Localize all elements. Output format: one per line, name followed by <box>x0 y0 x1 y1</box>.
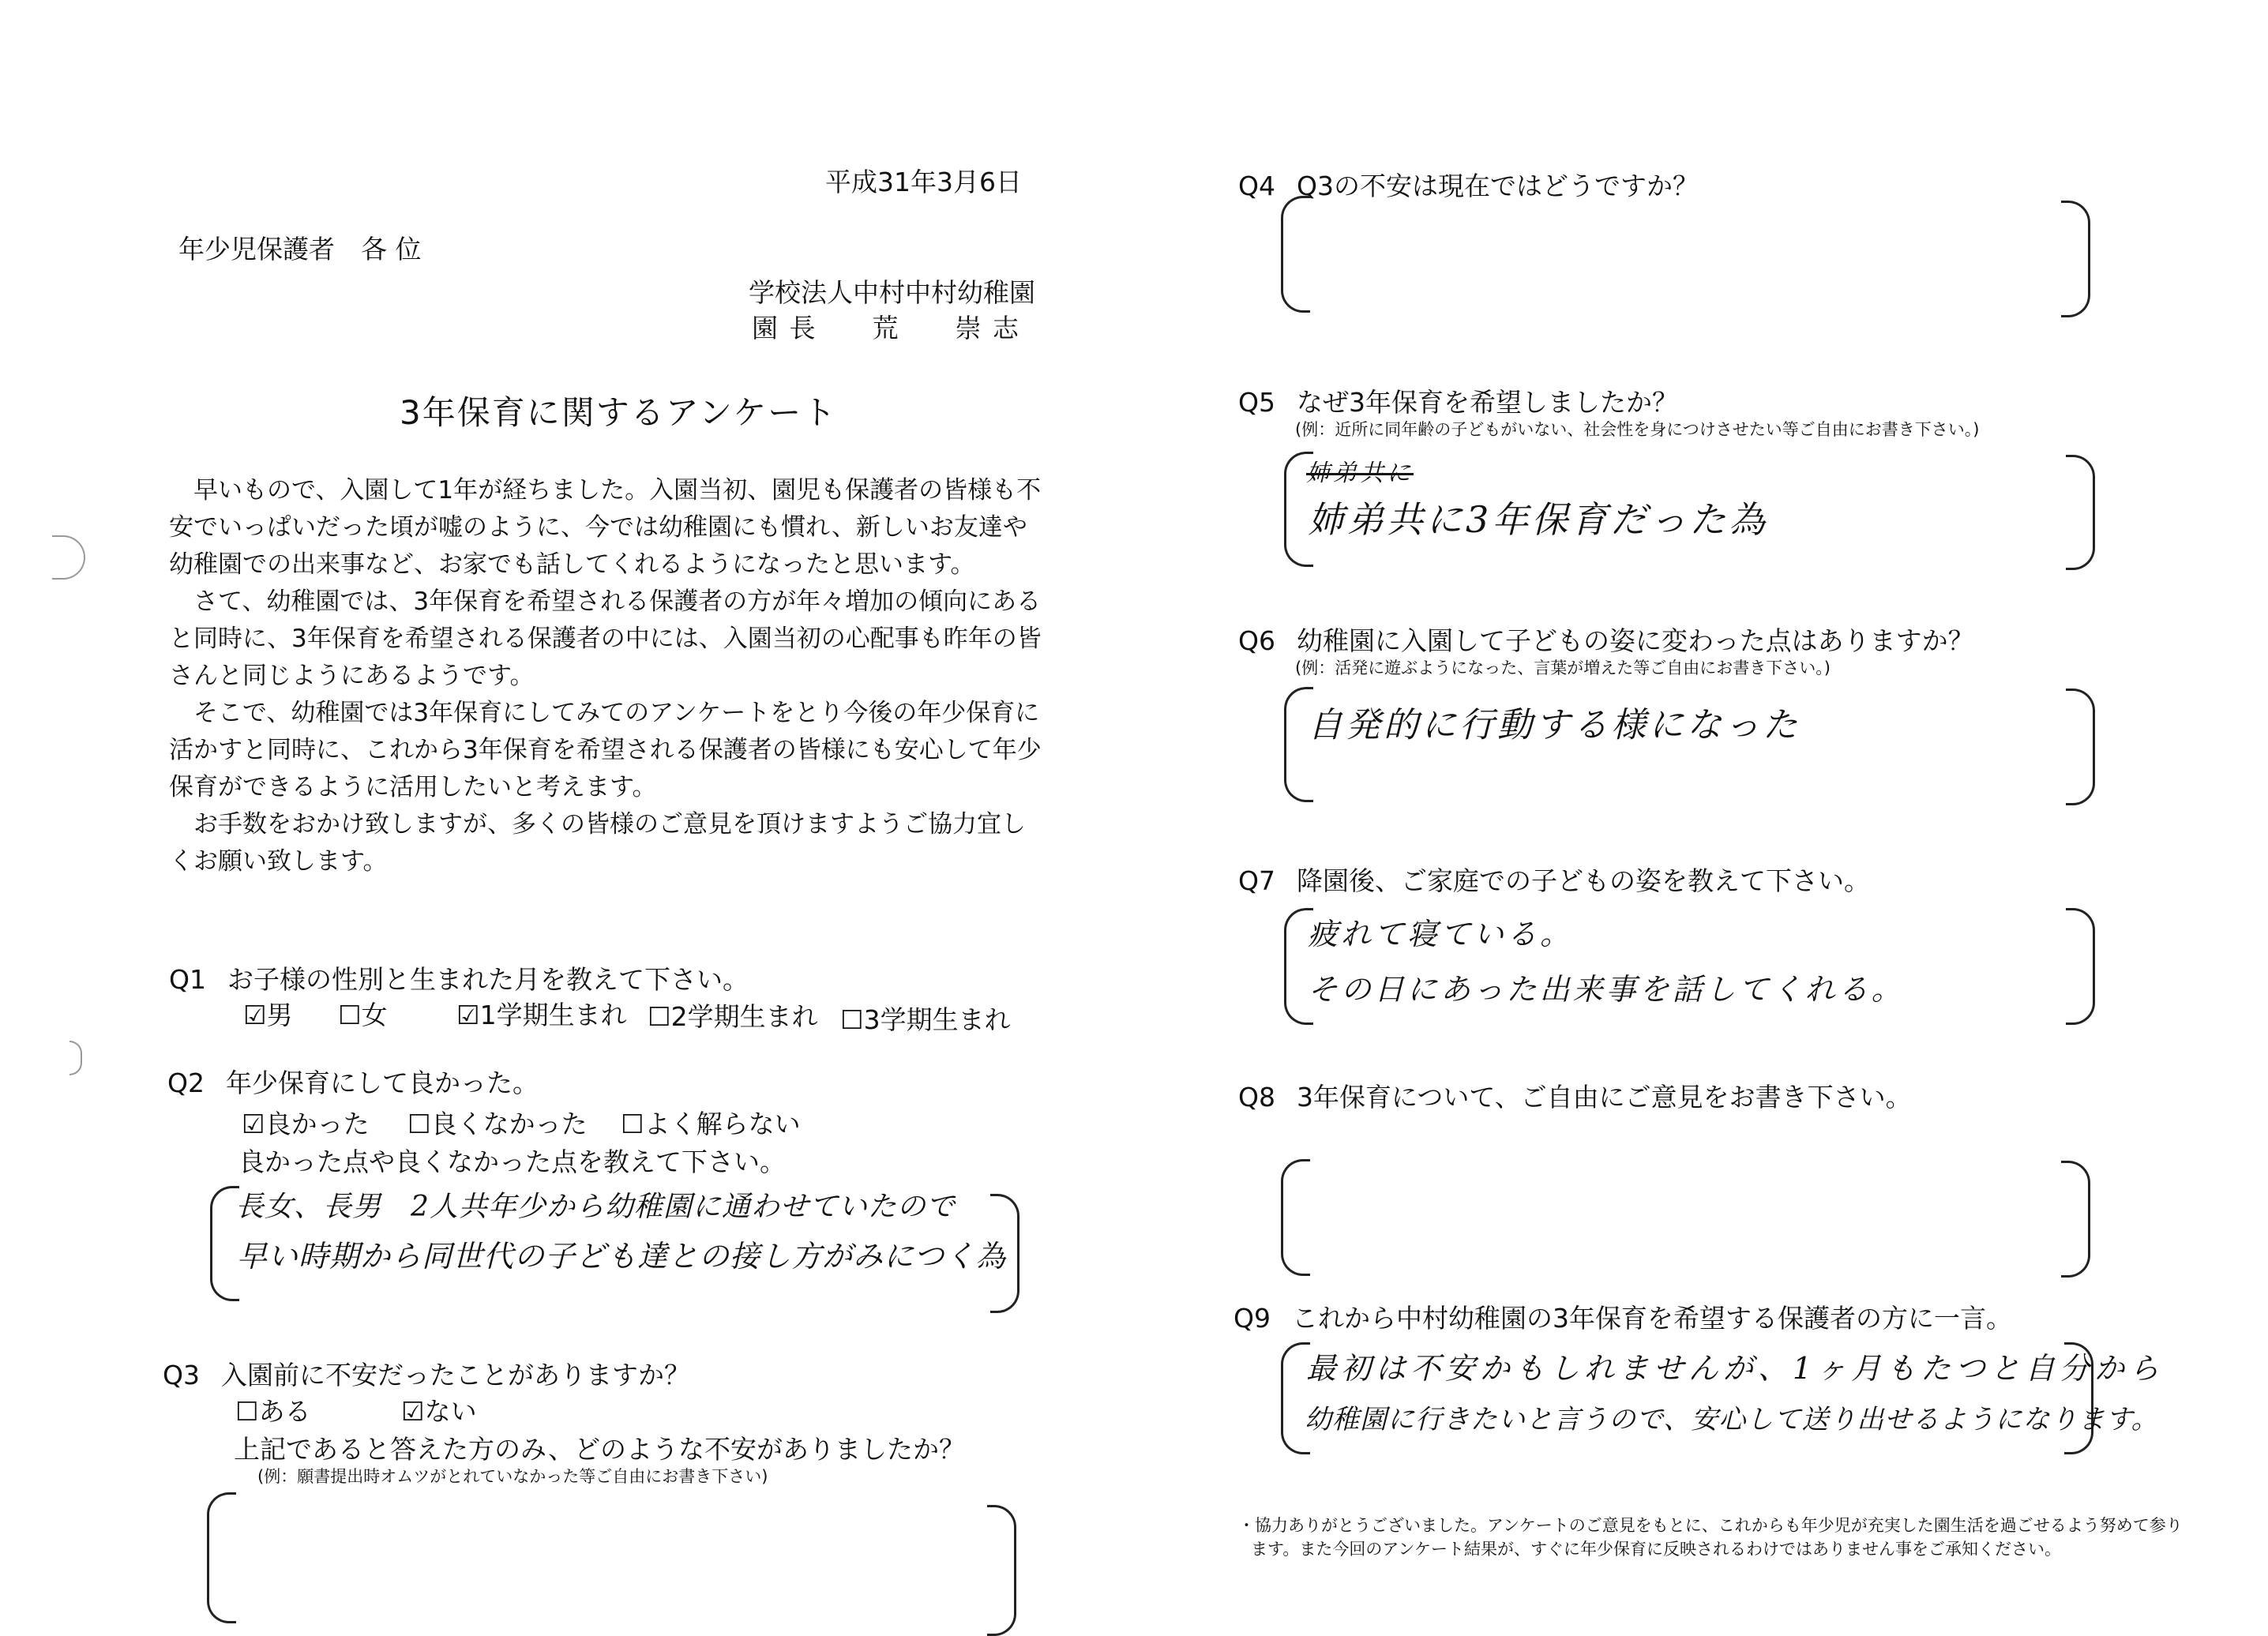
intro-paragraph: 早いもので、入園して1年が経ちました。入園当初、園児も保護者の皆様も不安でいっぱいだった頃が嘘のように、今では幼稚園にも慣れ、新しいお友達や幼稚園での出来事など、お家でも話してくれるようになったと思います。 <box>169 476 1042 579</box>
q4-text: Q3の不安は現在ではどうですか？ <box>1297 171 1699 201</box>
intro-text <box>169 472 1047 880</box>
q3-text: 入園前に不安だったことがありますか？ <box>221 1360 690 1390</box>
q7-answer-bracket-right <box>2066 908 2095 1025</box>
q8-question <box>1238 1077 1912 1114</box>
q8-answer-bracket-left <box>1281 1159 1310 1276</box>
page-title: 3年保育に関するアンケート <box>400 393 838 432</box>
q7-answer-line1[interactable]: 疲れて寝ている。 <box>1308 917 1574 951</box>
q2-question <box>167 1063 539 1100</box>
q2-subquestion: 良かった点や良くなかった点を教えて下さい。 <box>238 1146 786 1177</box>
q2-answer-line1[interactable]: 長女、長男 2人共年少から幼稚園に通わせていたので <box>235 1191 956 1223</box>
q2-text: 年少保育にして良かった。 <box>226 1068 539 1098</box>
q7-number: Q7 <box>1238 865 1275 896</box>
q1-number: Q1 <box>169 964 206 995</box>
q1-option-male[interactable]: ☑男 <box>243 1000 293 1030</box>
q5-question <box>1238 382 1678 419</box>
recipient: 年少児保護者 各 位 <box>178 234 422 265</box>
q3-number: Q3 <box>163 1360 200 1390</box>
q1-question <box>169 959 749 996</box>
q9-number: Q9 <box>1234 1303 1271 1334</box>
q6-answer[interactable]: 自発的に行動する様になった <box>1308 705 1801 745</box>
q9-question <box>1234 1298 2012 1335</box>
q5-example: (例：近所に同年齢の子どもがいない、社会性を身につけさせたい等ご自由にお書き下さい。) <box>1295 420 1980 439</box>
q6-question <box>1238 621 1974 658</box>
q1-text: お子様の性別と生まれた月を教えて下さい。 <box>227 964 749 995</box>
q1-option-term3[interactable]: ☐3学期生まれ <box>840 1004 1011 1035</box>
q6-answer-bracket-right <box>2066 689 2095 805</box>
q4-number: Q4 <box>1238 171 1275 201</box>
date: 平成31年3月6日 <box>825 167 1022 197</box>
intro-paragraph: そこで、幼稚園では3年保育にしてみてのアンケートをとり今後の年少保育に活かすと同時に、これから3年保育を希望される保護者の皆様にも安心して年少保育ができるように活用したいと考えます。 <box>169 699 1042 801</box>
q4-answer-bracket-right <box>2061 201 2090 317</box>
q2-option-good[interactable]: ☑良かった <box>242 1109 370 1139</box>
intro-paragraph: さて、幼稚園では、3年保育を希望される保護者の方が年々増加の傾向にあると同時に、3年保育を希望される保護者の中には、入園当初の心配事も昨年の皆さんと同じようにあるようです。 <box>169 587 1042 690</box>
q6-example: (例：活発に遊ぶようになった、言葉が増えた等ご自由にお書き下さい。) <box>1295 659 1831 677</box>
principal-name: 園 長 荒 崇 志 <box>752 313 1020 343</box>
q7-text: 降園後、ご家庭での子どもの姿を教えて下さい。 <box>1297 865 1870 896</box>
q2-answer-line2[interactable]: 早い時期から同世代の子ども達との接し方がみにつく為 <box>237 1239 1007 1274</box>
q6-text: 幼稚園に入園して子どもの姿に変わった点はありますか？ <box>1297 625 1974 656</box>
q6-number: Q6 <box>1238 625 1275 656</box>
q2-number: Q2 <box>167 1068 205 1098</box>
binder-hole-mark <box>69 1041 82 1075</box>
footer-note-line1: ・協力ありがとうございました。アンケートのご意見をもとに、これからも年少児が充実した園生活を過ごせるよう努めて参り <box>1238 1516 2183 1535</box>
q1-option-term2[interactable]: ☐2学期生まれ <box>648 1001 818 1032</box>
q3-option-no[interactable]: ☑ない <box>401 1396 477 1427</box>
q5-answer[interactable]: 姉弟共に3年保育だった為 <box>1308 498 1769 541</box>
q5-number: Q5 <box>1238 387 1275 418</box>
q3-answer-bracket-right <box>987 1505 1016 1636</box>
q3-example: (例：願書提出時オムツがとれていなかった等ご自由にお書き下さい) <box>257 1467 768 1486</box>
q9-text: これから中村幼稚園の3年保育を希望する保護者の方に一言。 <box>1292 1303 2012 1334</box>
q2-option-unknown[interactable]: ☐よく解らない <box>621 1109 801 1139</box>
q3-question <box>163 1355 690 1392</box>
q8-text: 3年保育について、ご自由にご意見をお書き下さい。 <box>1297 1082 1912 1113</box>
q2-option-not-good[interactable]: ☐良くなかった <box>407 1109 588 1139</box>
school-name: 学校法人中村中村幼稚園 <box>749 277 1035 308</box>
q8-answer-bracket-right <box>2061 1161 2090 1278</box>
q9-answer-line2[interactable]: 幼稚園に行きたいと言うので、安心して送り出せるようになります。 <box>1305 1404 2159 1435</box>
q3-option-yes[interactable]: ☐ある <box>235 1396 311 1427</box>
binder-hole-mark <box>52 535 85 580</box>
q5-answer-bracket-right <box>2066 455 2095 570</box>
q8-number: Q8 <box>1238 1082 1275 1113</box>
intro-paragraph: お手数をおかけ致しますが、多くの皆様のご意見を頂けますようご協力宜しくお願い致します。 <box>169 810 1026 876</box>
q1-option-female[interactable]: ☐女 <box>338 1000 388 1030</box>
q3-subquestion: 上記であると答えた方のみ、どのような不安がありましたか？ <box>234 1434 965 1465</box>
q3-answer-bracket-left <box>207 1492 236 1623</box>
q7-answer-line2[interactable]: その日にあった出来事を話してくれる。 <box>1308 972 1905 1007</box>
q5-answer-struck[interactable]: 姉弟共に <box>1306 460 1414 487</box>
q7-question <box>1238 861 1870 898</box>
q4-answer-bracket-left <box>1281 196 1310 313</box>
footer-note-line2: ます。また今回のアンケート結果が、すぐに年少保育に反映されるわけではありません事をご承知ください。 <box>1251 1540 2062 1559</box>
q1-option-term1[interactable]: ☑1学期生まれ <box>456 1000 627 1030</box>
q9-answer-line1[interactable]: 最初は不安かもしれませんが、1ヶ月もたつと自分から <box>1306 1351 2165 1386</box>
q5-text: なぜ3年保育を希望しましたか？ <box>1297 387 1678 418</box>
